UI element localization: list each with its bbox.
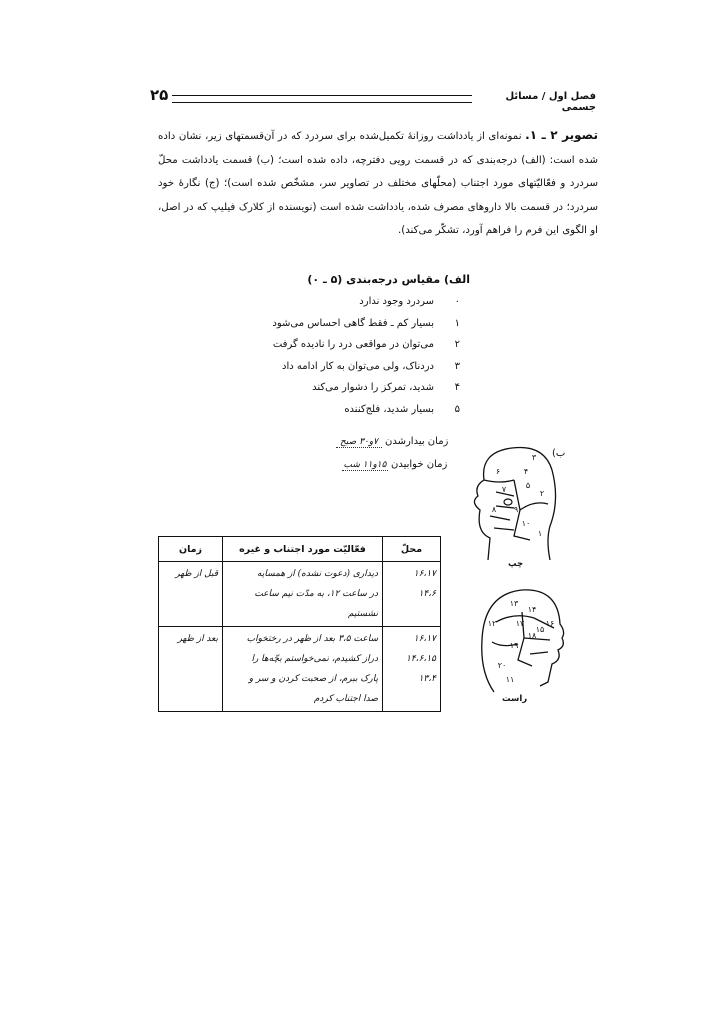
scale-item — [270, 291, 460, 313]
scale-item — [270, 334, 460, 356]
scale-list — [270, 291, 460, 420]
cell-time: قبل از ظهر — [159, 562, 223, 627]
scale-item-text: بسیار شدید، فلج‌کننده — [344, 403, 434, 415]
table-header-row — [159, 537, 441, 562]
scale-item-number: ۵ — [454, 403, 460, 415]
head-diagram-left — [470, 440, 560, 570]
left-head-region-number: ۳ — [531, 453, 537, 462]
location-line: ۱۶،۱۷ — [413, 634, 436, 644]
right-head-region-number: ۱۳ — [509, 599, 519, 608]
left-head-region-number: ۵ — [525, 481, 531, 490]
caption-body: نمونه‌ای از یادداشت روزانهٔ تکمیل‌شده برای سردرد که در آن‌قسمتهای زیر، نشان داده شده است: (الف) درجه‌بندی که در قسمت رویی دفترچه، داده شده است؛ (ب) قسمت یادداشت محلّ سردرد و فعّالیّتهای مورد اجتناب (محلّهای مختلف در تصاویر سر، مشخّص شده است)؛ (ج) نگارهٔ خود سردرد؛ در قسمت بالا داروهای مصرف شده، یادداشت شده است (نویسنده از کلارک فیلیپ که در اصل، او الگوی این فرم را فراهم آورد، تشکّر می‌کند). — [158, 131, 598, 236]
head-diagram-right — [474, 582, 566, 700]
cell-location — [383, 627, 441, 712]
scale-item-text: بسیار کم ـ فقط گاهی احساس می‌شود — [272, 317, 434, 329]
scale-item-text: می‌توان در مواقعی درد را نادیده گرفت — [272, 339, 434, 350]
wake-time-value: ۷و۳۰ صبح — [336, 437, 382, 448]
scale-item-number: ۴ — [454, 382, 460, 393]
header-activity: فعّالیّت مورد اجتناب و غیره — [223, 537, 383, 562]
activity-line: دراز کشیدم، نمی‌خواستم بچّه‌ها را — [251, 654, 378, 664]
sleep-time-row — [342, 459, 447, 471]
activity-line: صدا اجتناب کردم — [313, 694, 378, 704]
header-time: زمان — [159, 537, 223, 562]
scale-item-number: ۰ — [454, 296, 460, 307]
location-line: ۱۴،۶ — [418, 589, 436, 599]
sleep-time-label: زمان خوابیدن — [391, 459, 448, 470]
scale-item-number: ۲ — [454, 339, 460, 350]
left-head-region-number: ۴ — [523, 467, 529, 476]
scale-item — [270, 313, 460, 335]
sleep-time-value: ۱۵و۱۱ شب — [343, 460, 387, 470]
right-figure-label: راست — [502, 694, 528, 704]
cell-time: بعد از ظهر — [159, 627, 223, 712]
activity-line: دیداری (دعوت نشده) از همسایه — [257, 569, 378, 579]
scale-item-text: سردرد وجود ندارد — [359, 296, 434, 307]
right-head-region-number: ۲۰ — [497, 661, 507, 670]
location-line: ۱۴،۶،۱۵ — [406, 654, 436, 664]
activity-line: نشستیم — [348, 609, 378, 619]
cell-activity — [223, 562, 383, 627]
location-line: ۱۶،۱۷ — [413, 569, 436, 579]
scale-title: الف) مقیاس درجه‌بندی (۵ ـ ۰) — [307, 273, 470, 286]
cell-activity — [223, 627, 383, 712]
right-head-region-number: ۱۶ — [545, 619, 555, 628]
scale-item-number: ۳ — [454, 360, 460, 372]
header-rule — [172, 95, 472, 103]
right-head-region-number: ۱۲ — [487, 619, 497, 628]
scale-item — [270, 356, 460, 378]
left-head-region-number: ۸ — [491, 505, 497, 514]
scale-item-text: شدید، تمرکز را دشوار می‌کند — [312, 382, 434, 393]
activity-line: در ساعت ۱۲، به مدّت نیم ساعت — [254, 589, 378, 599]
figure-caption — [158, 124, 598, 243]
cell-location — [383, 562, 441, 627]
left-head-region-number: ۱ — [537, 529, 543, 538]
running-head: فصل اول / مسائل جسمی — [505, 91, 596, 113]
scale-item-number: ۱ — [454, 317, 460, 329]
caption-lead: تصویر ۲ ـ ۱. — [525, 128, 598, 142]
left-head-region-number: ۷ — [501, 485, 507, 494]
left-head-region-number: ۹ — [513, 505, 519, 514]
right-head-region-number: ۱۷ — [515, 619, 525, 628]
right-head-region-number: ۱۵ — [535, 625, 545, 634]
headache-log-table — [158, 536, 441, 712]
activity-line: پارک ببرم، از صحبت کردن و سر و — [248, 674, 378, 684]
left-head-region-number: ۶ — [495, 467, 501, 476]
left-head-region-number: ۲ — [539, 489, 545, 498]
activity-line: ساعت ۳،۵ بعد از ظهر در رختخواب — [246, 634, 378, 644]
table-row — [159, 562, 441, 627]
left-head-region-number: ۱۰ — [521, 519, 531, 528]
wake-time-row — [336, 436, 448, 448]
right-head-region-number: ۱۱ — [505, 675, 515, 684]
header-location: محلّ — [383, 537, 441, 562]
scale-item — [270, 399, 460, 421]
scale-item — [270, 377, 460, 399]
right-head-region-number: ۱۸ — [527, 631, 537, 640]
location-line: ۱۳،۴ — [418, 674, 436, 684]
section-b-label: ب) — [552, 448, 566, 459]
left-head-ear — [504, 499, 512, 505]
right-head-region-number: ۱۹ — [509, 641, 519, 650]
right-head-region-number: ۱۴ — [527, 605, 537, 614]
scale-item-text: دردناک، ولی می‌توان به کار ادامه داد — [282, 360, 434, 372]
left-figure-label: چپ — [508, 559, 524, 569]
wake-time-label: زمان بیدارشدن — [385, 436, 449, 447]
table-row — [159, 627, 441, 712]
page-number: ۲۵ — [150, 86, 169, 104]
